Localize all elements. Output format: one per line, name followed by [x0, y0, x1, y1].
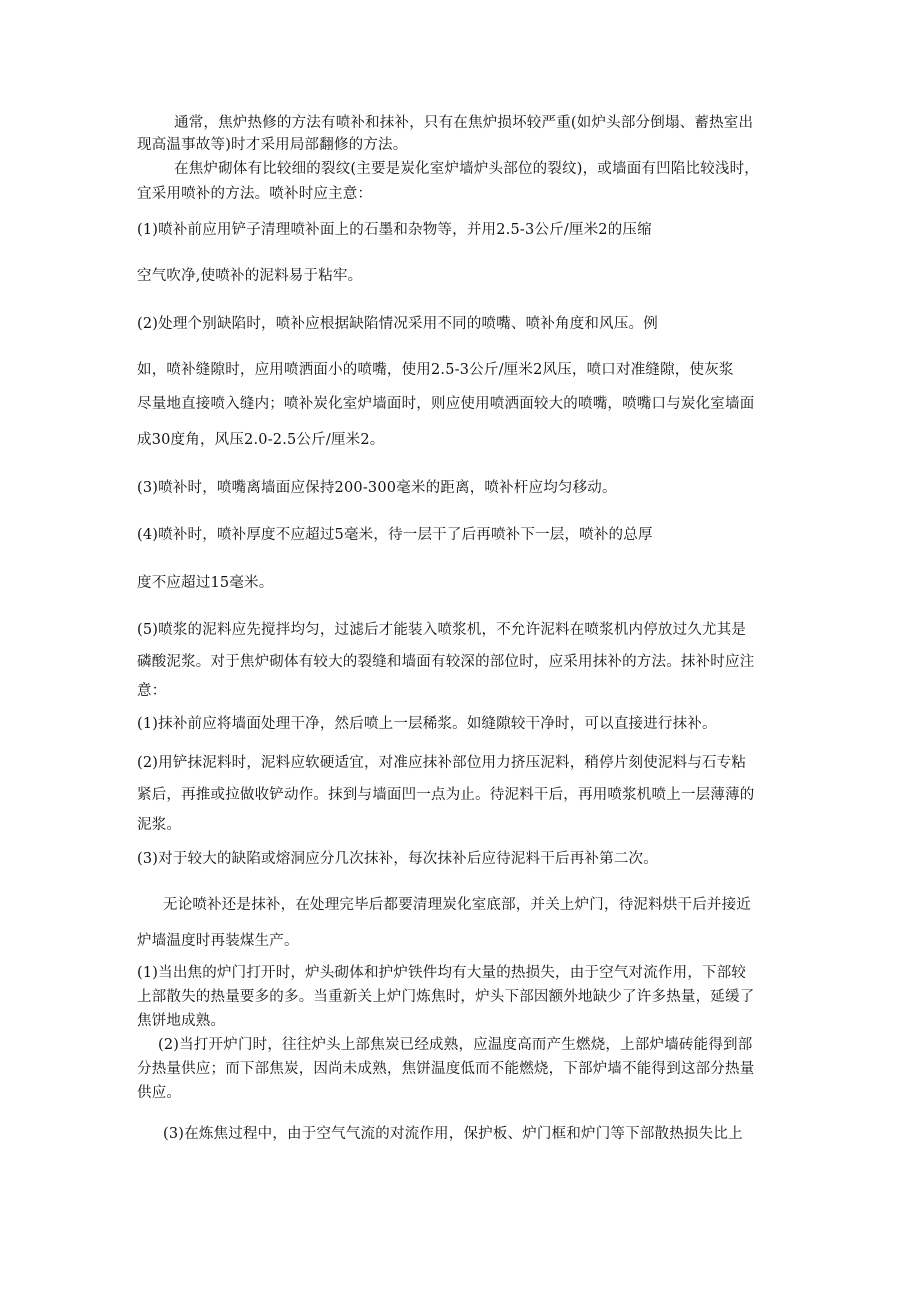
paragraph-line: (1)喷补前应用铲子清理喷补面上的石墨和杂物等，并用2.5-3公斤/厘米2的压缩 — [137, 222, 652, 238]
paragraph-line: (1)抹补前应将墙面处理干净，然后喷上一层稀浆。如缝隙较干净时，可以直接进行抹补。 — [137, 716, 717, 732]
paragraph-line: 宜采用喷补的方法。喷补时应主意： — [137, 186, 373, 202]
paragraph-line: 尽量地直接喷入缝内；喷补炭化室炉墙面时，则应使用喷洒面较大的喷嘴，喷嘴口与炭化室墙面 — [137, 396, 755, 412]
paragraph-line: 泥浆。 — [137, 817, 182, 833]
paragraph-line: 空气吹净,使喷补的泥料易于粘牢。 — [137, 268, 363, 284]
paragraph-line: 炉墙温度时再装煤生产。 — [137, 933, 299, 949]
paragraph-line: (5)喷浆的泥料应先搅拌均匀，过滤后才能装入喷浆机，不允许泥料在喷浆机内停放过久尤其是 — [137, 622, 747, 638]
paragraph-line: (3)喷补时，喷嘴离墙面应保持200-300毫米的距离，喷补杆应均匀移动。 — [137, 480, 617, 496]
paragraph-line: 如，喷补缝隙时，应用喷洒面小的喷嘴，使用2.5-3公斤/厘米2风压，喷口对准缝隙，使灰浆 — [137, 362, 734, 378]
paragraph-line: 上部散失的热量要多的多。当重新关上炉门炼焦时，炉头下部因额外地缺少了许多热量，延缓了 — [137, 989, 755, 1005]
paragraph-line: (2)处理个别缺陷时，喷补应根据缺陷情况采用不同的喷嘴、喷补角度和风压。例 — [137, 316, 658, 332]
paragraph-line: (2)当打开炉门时，往往炉头上部焦炭已经成熟，应温度高而产生燃烧，上部炉墙砖能得到部 — [158, 1037, 753, 1053]
paragraph-line: 在焦炉砌体有比较细的裂纹(主要是炭化室炉墙炉头部位的裂纹)，或墙面有凹陷比较浅时， — [174, 161, 760, 177]
paragraph-line: 通常，焦炉热修的方法有喷补和抹补，只有在焦炉损坏较严重(如炉头部分倒塌、蓄热室出 — [174, 115, 754, 131]
paragraph-line: (3)在炼焦过程中，由于空气气流的对流作用，保护板、炉门框和炉门等下部散热损失比上 — [163, 1126, 743, 1142]
paragraph-line: 现高温事故等)时才采用局部翻修的方法。 — [137, 137, 408, 153]
paragraph-line: 度不应超过15毫米。 — [137, 575, 274, 591]
paragraph-line: 意： — [137, 683, 167, 699]
paragraph-line: 焦饼地成熟。 — [137, 1013, 226, 1029]
paragraph-line: 成30度角，风压2.0-2.5公斤/厘米2。 — [137, 432, 385, 448]
paragraph-line: (2)用铲抹泥料时，泥料应软硬适宜，对准应抹补部位用力挤压泥料，稍停片刻使泥料与石专粘 — [137, 755, 747, 771]
paragraph-line: 分热量供应；而下部焦炭，因尚未成熟，焦饼温度低而不能燃烧，下部炉墙不能得到这部分热量 — [137, 1061, 755, 1077]
paragraph-line: 紧后，再推或拉做收铲动作。抹到与墙面凹一点为止。待泥料干后，再用喷浆机喷上一层薄薄的 — [137, 787, 755, 803]
paragraph-line: (1)当出焦的炉门打开时，炉头砌体和护炉铁件均有大量的热损失，由于空气对流作用，下部较 — [137, 965, 747, 981]
paragraph-line: 供应。 — [137, 1085, 182, 1101]
paragraph-line: 无论喷补还是抹补，在处理完毕后都要清理炭化室底部，并关上炉门，待泥料烘干后并接近 — [163, 897, 751, 913]
paragraph-line: (4)喷补时，喷补厚度不应超过5毫米，待一层干了后再喷补下一层，喷补的总厚 — [137, 527, 653, 543]
paragraph-line: (3)对于较大的缺陷或熔洞应分几次抹补，每次抹补后应待泥料干后再补第二次。 — [137, 851, 658, 867]
paragraph-line: 磷酸泥浆。对于焦炉砌体有较大的裂缝和墙面有较深的部位时，应采用抹补的方法。抹补时应注 — [137, 654, 755, 670]
